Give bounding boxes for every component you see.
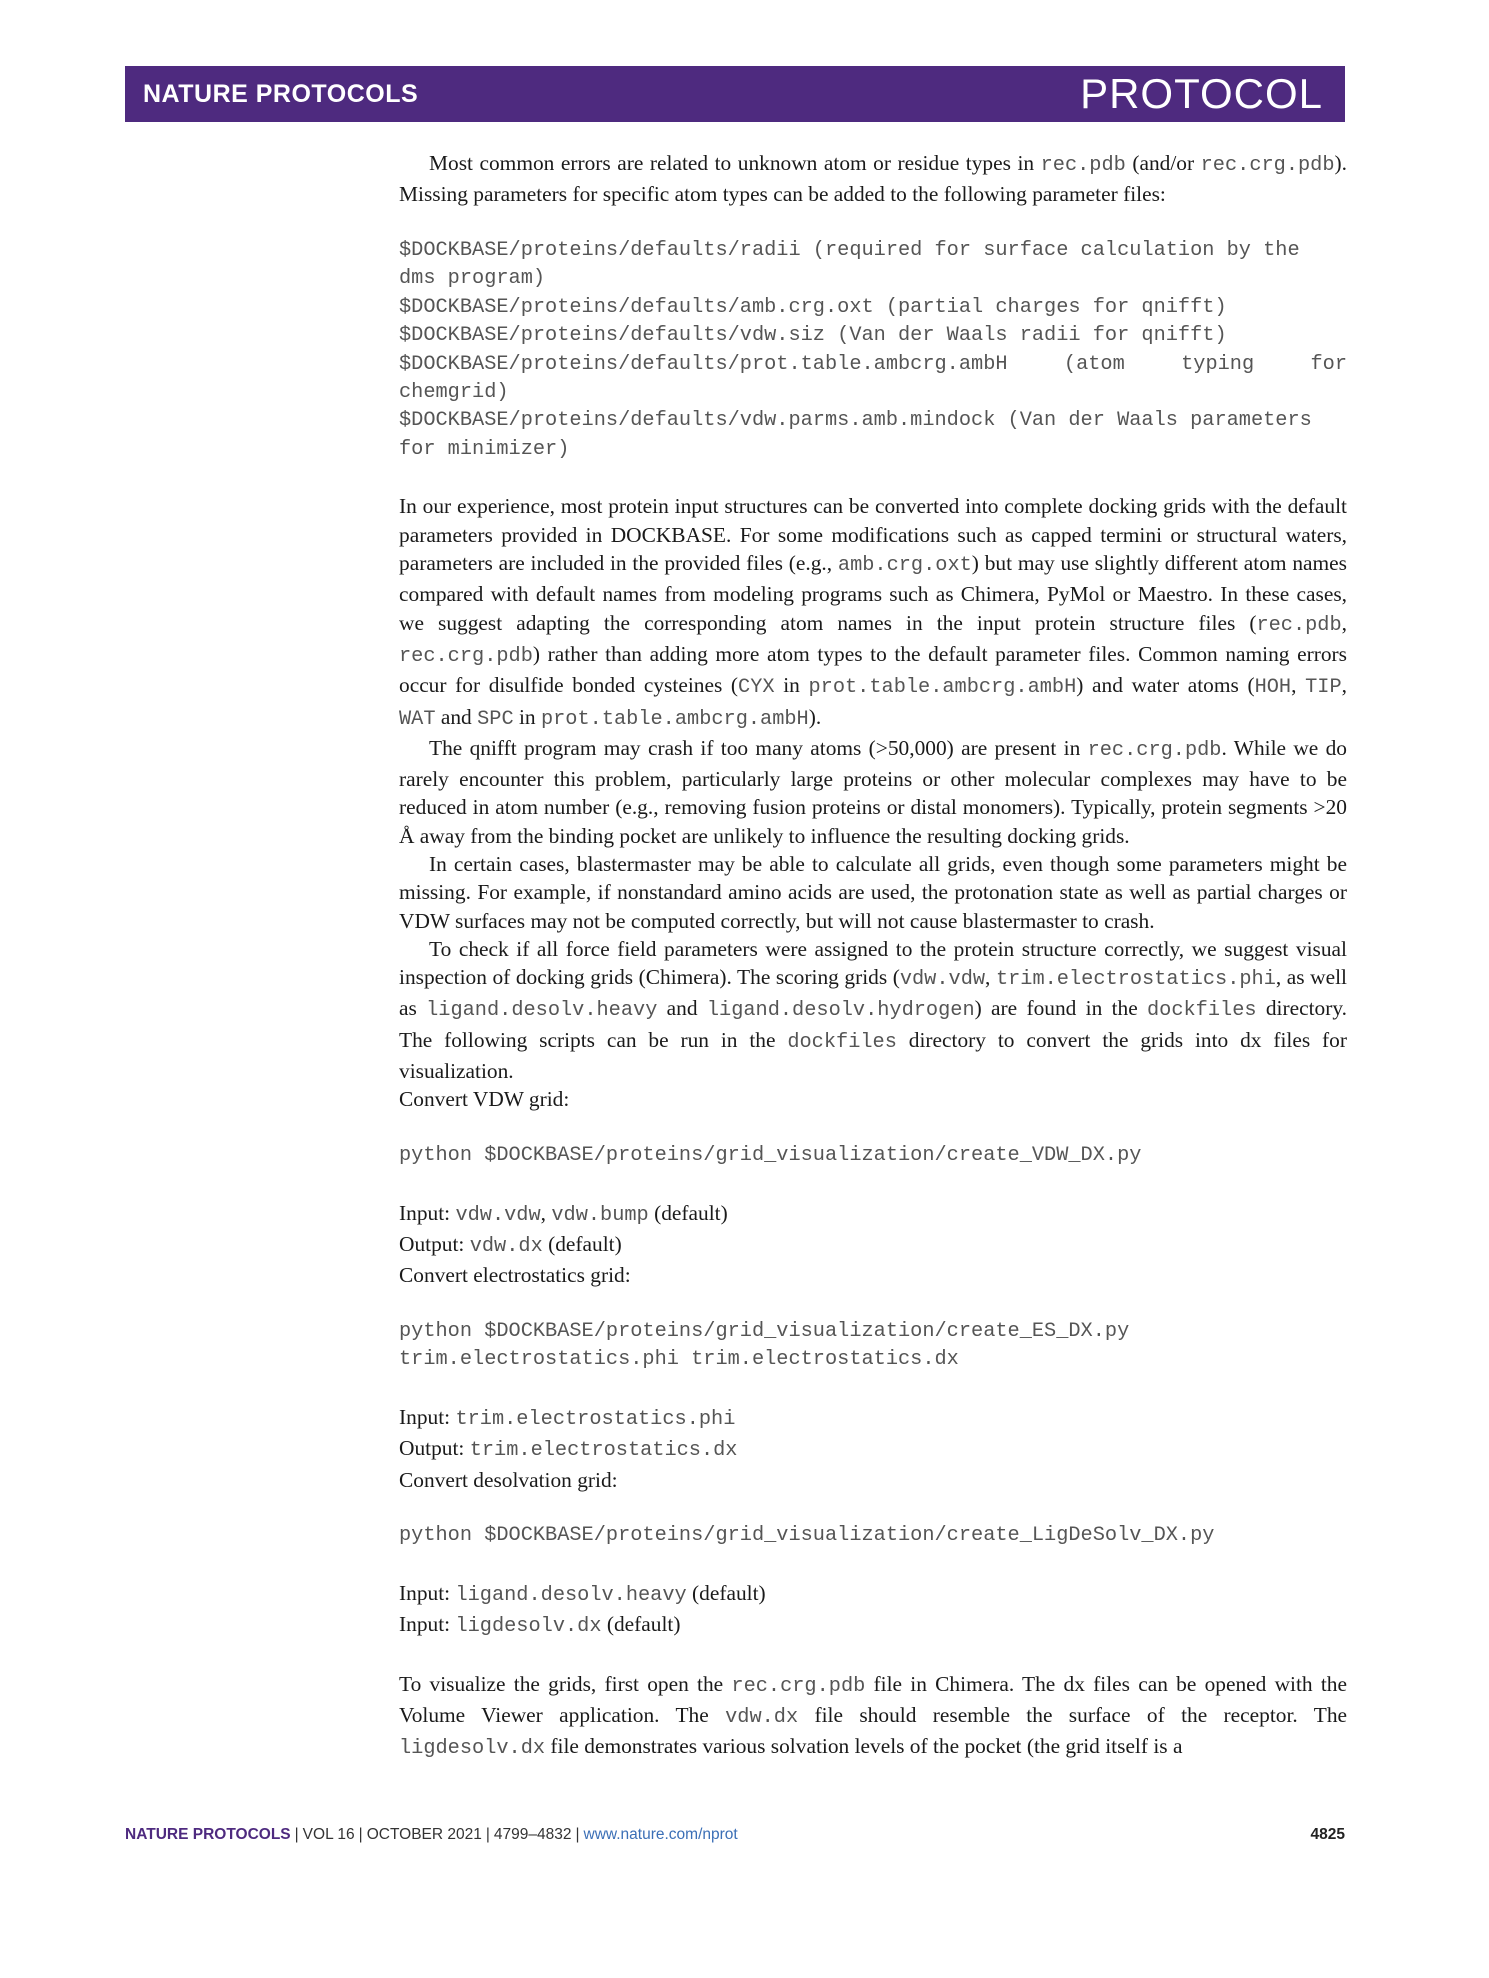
page-footer [125, 1826, 1345, 1844]
journal-header-bar [125, 66, 1345, 122]
command-vdw: python $DOCKBASE/proteins/grid_visualization/create_VDW_DX.py [399, 1143, 1142, 1167]
footer-date: OCTOBER 2021 [366, 1826, 482, 1843]
vdw-input: Input: vdw.vdw, vdw.bump (default) [399, 1200, 728, 1227]
paragraph-experience: In our experience, most protein input structures can be converted into complete docking grids with the default parameters provided in DOCKBASE. For some modifications such as capped termini or structural waters, parameters are included in the provided files (e.g., amb.crg.oxt) but may use slightly different atom names compared with default names from modeling programs such as Chimera, PyMol or Maestro. In these cases, we suggest adapting the corresponding atom names in the input protein structure files (rec.pdb, rec.crg.pdb) rather than adding more atom types to the default parameter files. Common naming errors occur for disulfide bonded cysteines (CYX in prot.table.ambcrg.ambH) and water atoms (HOH, TIP, WAT and SPC in prot.table.ambcrg.ambH). [399, 494, 1347, 731]
parameter-file-list [399, 237, 1360, 464]
journal-name: NATURE PROTOCOLS [143, 79, 419, 108]
desolv-input-dx: Input: ligdesolv.dx (default) [399, 1612, 681, 1639]
vdw-output: Output: vdw.dx (default) [399, 1231, 622, 1258]
parameter-file-amb-crg: $DOCKBASE/proteins/defaults/amb.crg.oxt (partial charges for qnifft) [399, 295, 1227, 319]
page-body [399, 149, 1360, 1764]
desolv-input-heavy: Input: ligand.desolv.heavy (default) [399, 1580, 766, 1607]
es-output: Output: trim.electrostatics.dx [399, 1436, 738, 1463]
heading-convert-desolvation: Convert desolvation grid: [399, 1467, 618, 1492]
heading-convert-electrostatics: Convert electrostatics grid: [399, 1263, 631, 1288]
paragraph-common-errors: Most common errors are related to unknown atom or residue types in rec.pdb (and/or rec.crg.pdb). Missing parameters for specific atom types can be added to the following parameter files: [399, 151, 1348, 207]
footer-pages: 4799–4832 [493, 1826, 572, 1843]
footer-url-link[interactable]: www.nature.com/nprot [583, 1826, 738, 1843]
command-desolvation: python $DOCKBASE/proteins/grid_visualization/create_LigDeSolv_DX.py [399, 1524, 1215, 1548]
command-electrostatics: python $DOCKBASE/proteins/grid_visualization/create_ES_DX.py trim.electrostatics.phi trim.electrostatics.dx [399, 1319, 1130, 1372]
page-number: 4825 [1310, 1826, 1345, 1843]
article-type: PROTOCOL [1080, 70, 1323, 117]
footer-journal: NATURE PROTOCOLS [125, 1826, 291, 1843]
paragraph-visualize: To visualize the grids, first open the rec.crg.pdb file in Chimera. The dx files can be opened with the Volume Viewer application. The vdw.dx file should resemble the surface of the receptor. The ligdesolv.dx file demonstrates various solvation levels of the pocket (the grid itself is a [399, 1671, 1348, 1761]
paragraph-force-field: To check if all force field parameters were assigned to the protein structure correctly, we suggest visual inspection of docking grids (Chimera). The scoring grids (vdw.vdw, trim.electrostatics.phi, as well as ligand.desolv.heavy and ligand.desolv.hydrogen) are found in the dockfiles directory. The following scripts can be run in the dockfiles directory to convert the grids into dx files for visualization. [399, 936, 1348, 1084]
paragraph-qnifft: The qnifft program may crash if too many atoms (>50,000) are present in rec.crg.pdb. While we do rarely encounter this problem, particularly large proteins or other molecular complexes may have to be reduced in atom number (e.g., removing fusion proteins or distal monomers). Typically, protein segments >20 Å away from the binding pocket are unlikely to influence the resulting docking grids. [399, 735, 1347, 848]
heading-convert-vdw: Convert VDW grid: [399, 1087, 570, 1112]
parameter-file-radii: $DOCKBASE/proteins/defaults/radii (required for surface calculation by the dms program) [399, 238, 1312, 291]
parameter-file-vdw-parms: $DOCKBASE/proteins/defaults/vdw.parms.amb.mindock (Van der Waals parameters for minimizer) [399, 409, 1324, 461]
footer-volume: VOL 16 [302, 1826, 355, 1843]
paragraph-blastermaster: In certain cases, blastermaster may be able to calculate all grids, even though some parameters might be missing. For example, if nonstandard amino acids are used, the protonation state as well as partial charges or VDW surfaces may not be computed correctly, but will not cause blastermaster to crash. [399, 852, 1347, 933]
es-input: Input: trim.electrostatics.phi [399, 1404, 736, 1431]
footer-citation: NATURE PROTOCOLS | VOL 16 | OCTOBER 2021 | 4799–4832 | www.nature.com/nprot [125, 1826, 738, 1843]
parameter-file-vdw-siz: $DOCKBASE/proteins/defaults/vdw.siz (Van der Waals radii for qnifft) [399, 324, 1227, 348]
parameter-file-prot-table: $DOCKBASE/proteins/defaults/prot.table.ambcrg.ambH (atom typing for chemgrid) [399, 352, 1360, 404]
